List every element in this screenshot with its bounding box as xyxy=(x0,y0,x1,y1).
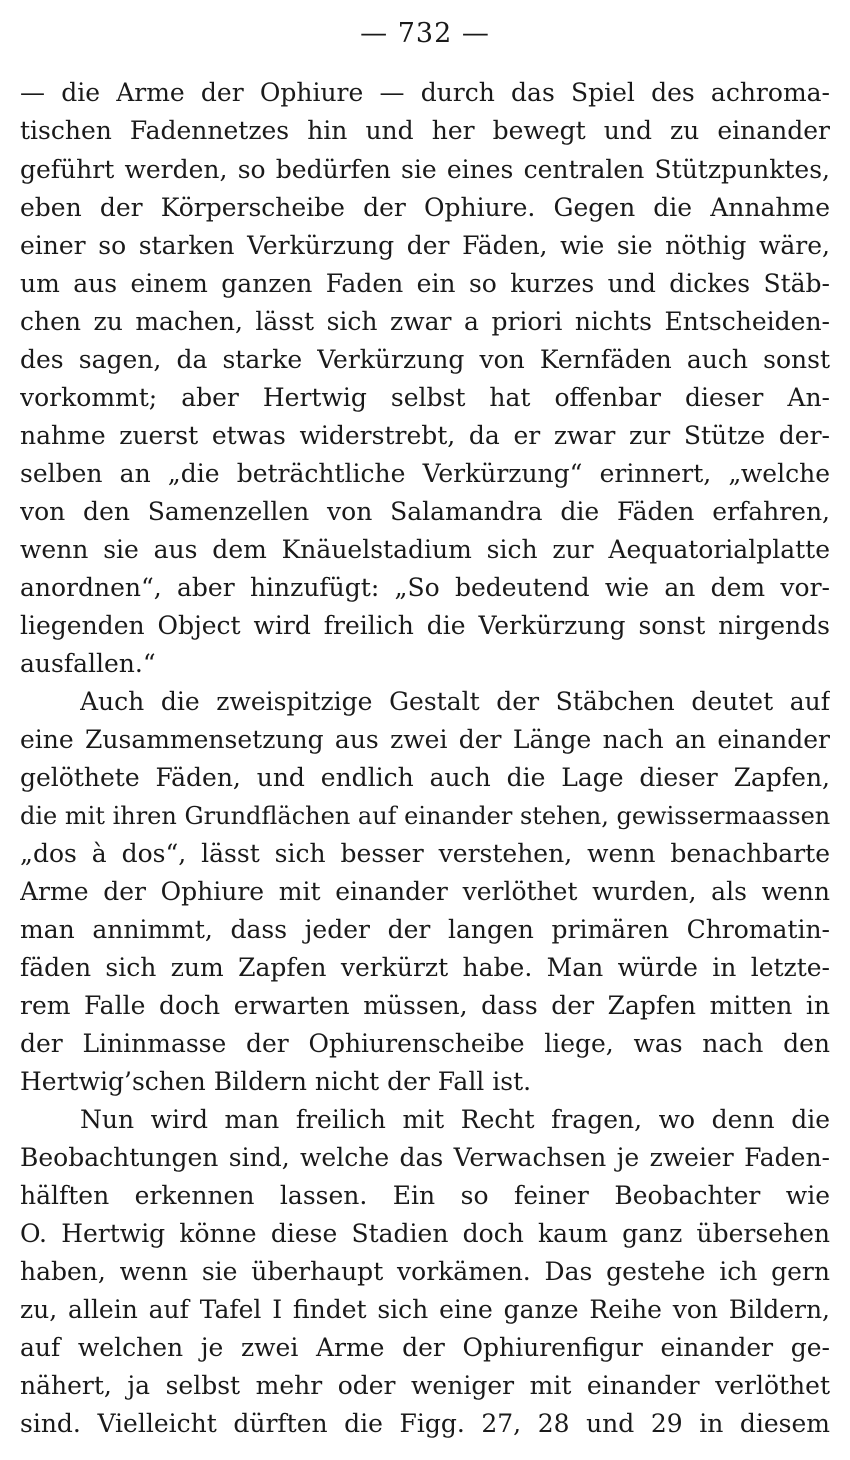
page-number: — 732 — xyxy=(360,18,490,49)
text-line: wenn sie aus dem Knäuelstadium sich zur Aequatorialplatte xyxy=(20,535,830,564)
text-line: eben der Körperscheibe der Ophiure. Gegen die Annahme xyxy=(20,193,830,222)
text-line: Nun wird man freilich mit Recht fragen, wo denn die xyxy=(80,1105,830,1134)
text-line: sind. Vielleicht dürften die Figg. 27, 28 und 29 in diesem xyxy=(20,1409,830,1438)
text-line: eine Zusammensetzung aus zwei der Länge nach an einander xyxy=(20,725,830,754)
text-line: des sagen, da starke Verkürzung von Kernfäden auch sonst xyxy=(20,345,830,374)
text-line: nähert, ja selbst mehr oder weniger mit einander verlöthet xyxy=(20,1371,830,1400)
text-line: Hertwig’schen Bildern nicht der Fall ist. xyxy=(20,1067,532,1096)
text-line: rem Falle doch erwarten müssen, dass der Zapfen mitten in xyxy=(20,991,830,1020)
text-line: hälften erkennen lassen. Ein so feiner Beobachter wie xyxy=(20,1181,830,1210)
text-line: vorkommt; aber Hertwig selbst hat offenbar dieser An- xyxy=(20,383,830,412)
text-line: geführt werden, so bedürfen sie eines centralen Stützpunktes, xyxy=(20,155,830,184)
text-line: ausfallen.“ xyxy=(20,649,156,678)
text-line: einer so starken Verkürzung der Fäden, wie sie nöthig wäre, xyxy=(20,231,830,260)
text-line: man annimmt, dass jeder der langen primären Chromatin- xyxy=(20,915,830,944)
text-line: selben an „die beträchtliche Verkürzung“ erinnert, „welche xyxy=(20,459,830,488)
text-line: Auch die zweispitzige Gestalt der Stäbchen deutet auf xyxy=(80,687,830,716)
text-line: von den Samenzellen von Salamandra die Fäden erfahren, xyxy=(20,497,830,526)
text-line: die mit ihren Grundflächen auf einander stehen, gewissermaassen xyxy=(20,802,830,830)
text-line: anordnen“, aber hinzufügt: „So bedeutend wie an dem vor- xyxy=(20,573,830,602)
text-line: gelöthete Fäden, und endlich auch die Lage dieser Zapfen, xyxy=(20,763,830,792)
text-line: O. Hertwig könne diese Stadien doch kaum ganz übersehen xyxy=(20,1219,830,1248)
text-line: liegenden Object wird freilich die Verkürzung sonst nirgends xyxy=(20,611,830,640)
text-line: auf welchen je zwei Arme der Ophiurenfigur einander ge- xyxy=(20,1333,830,1362)
text-line: zu, allein auf Tafel I findet sich eine ganze Reihe von Bildern, xyxy=(20,1295,830,1324)
text-line: Arme der Ophiure mit einander verlöthet wurden, als wenn xyxy=(20,877,830,906)
text-line: haben, wenn sie überhaupt vorkämen. Das gestehe ich gern xyxy=(20,1257,830,1286)
text-line: um aus einem ganzen Faden ein so kurzes und dickes Stäb- xyxy=(20,269,830,298)
text-line: „dos à dos“, lässt sich besser verstehen, wenn benachbarte xyxy=(20,839,830,868)
text-line: Beobachtungen sind, welche das Verwachsen je zweier Faden- xyxy=(20,1143,830,1172)
text-line: chen zu machen, lässt sich zwar a priori nichts Entscheiden- xyxy=(20,307,830,336)
text-line: nahme zuerst etwas widerstrebt, da er zwar zur Stütze der- xyxy=(20,421,830,450)
text-line: fäden sich zum Zapfen verkürzt habe. Man würde in letzte- xyxy=(20,953,830,982)
text-line: tischen Fadennetzes hin und her bewegt und zu einander xyxy=(20,116,830,145)
text-line: der Lininmasse der Ophiurenscheibe liege, was nach den xyxy=(20,1029,830,1058)
text-line: — die Arme der Ophiure — durch das Spiel des achroma- xyxy=(20,78,830,107)
